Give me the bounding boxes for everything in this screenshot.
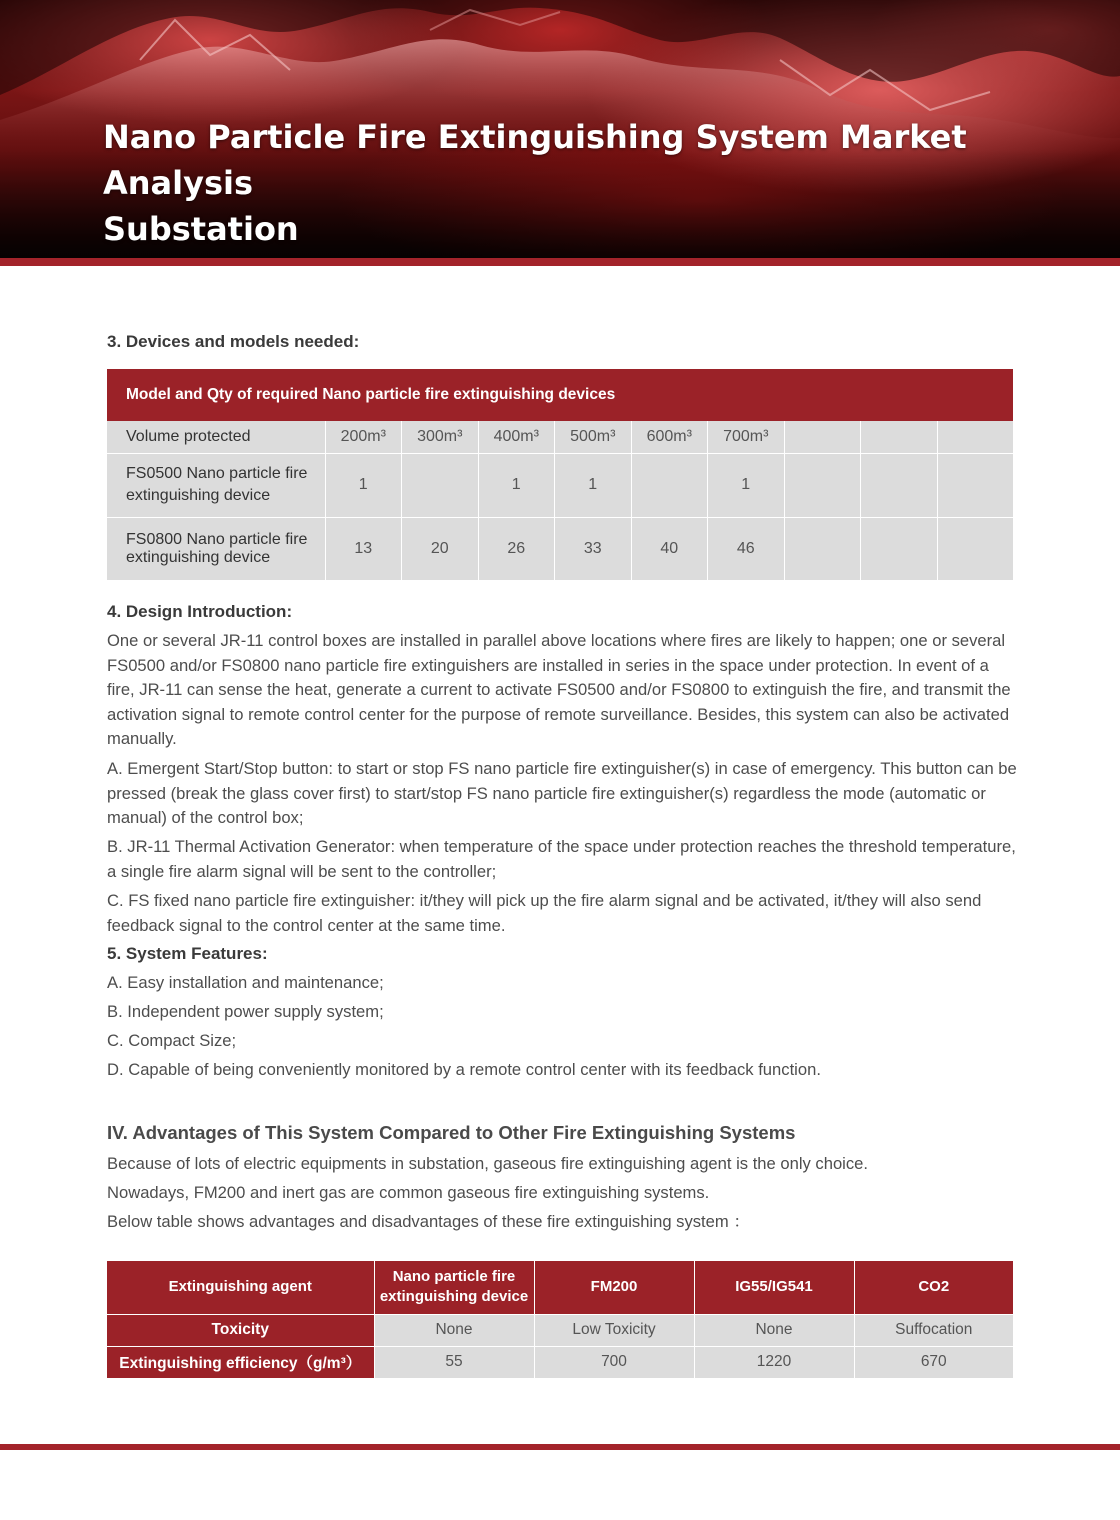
table-cell: 700	[534, 1346, 694, 1378]
footer-divider	[0, 1444, 1120, 1450]
table-row	[107, 1346, 1013, 1378]
table-cell: 1	[708, 453, 785, 517]
table-cell: 500m³	[555, 421, 632, 453]
table-cell: Suffocation	[854, 1314, 1013, 1346]
table-cell: 55	[374, 1346, 534, 1378]
table-cell: 40	[631, 517, 708, 580]
column-header: IG55/IG541	[694, 1261, 854, 1314]
column-header: Nano particle fire extinguishing device	[374, 1261, 534, 1314]
table-cell: None	[374, 1314, 534, 1346]
design-intro-paragraph: One or several JR-11 control boxes are installed in parallel above locations where fires are likely to happen; one or several FS0500 and/or FS0800 nano particle fire extinguishers are installed in series in the space under protection. In event of a fire, JR-11 can sense the heat, generate a current to activate FS0500 and/or FS0800 to extinguish the fire, and transmit the activation signal to remote control center for the purpose of remote surveillance. Besides, this system can also be activated manually.	[107, 631, 1011, 749]
table-cell: 46	[708, 517, 785, 580]
table-cell: 300m³	[402, 421, 479, 453]
table-cell	[784, 421, 861, 453]
page-title	[103, 114, 1083, 252]
table-row	[107, 453, 1013, 517]
section-iv-line: Nowadays, FM200 and inert gas are common gaseous fire extinguishing systems.	[107, 1183, 710, 1202]
table-row	[107, 421, 1013, 453]
table-cell: 600m³	[631, 421, 708, 453]
table-cell	[784, 517, 861, 580]
section-iv-heading: IV. Advantages of This System Compared to Other Fire Extinguishing Systems	[107, 1122, 796, 1143]
page-title-line1: Nano Particle Fire Extinguishing System Market Analysis	[103, 118, 967, 202]
table-cell: 670	[854, 1346, 1013, 1378]
column-header: CO2	[854, 1261, 1013, 1314]
design-item-c: C. FS fixed nano particle fire extinguisher: it/they will pick up the fire alarm signal and be activated, it/they will also send feedback signal to the control center at the same time.	[107, 891, 982, 935]
table-cell	[631, 453, 708, 517]
table-cell: 1	[325, 453, 402, 517]
page-title-line2: Substation	[103, 210, 299, 248]
table-cell: 26	[478, 517, 555, 580]
table-cell	[937, 453, 1013, 517]
table-cell: 33	[555, 517, 632, 580]
table-cell: Low Toxicity	[534, 1314, 694, 1346]
table-row	[107, 1314, 1013, 1346]
table-cell: 20	[402, 517, 479, 580]
row-label: FS0500 Nano particle fire extinguishing device	[107, 453, 325, 517]
table-cell: 700m³	[708, 421, 785, 453]
row-label: Toxicity	[107, 1314, 374, 1346]
column-header: Extinguishing agent	[107, 1261, 374, 1314]
design-item-a: A. Emergent Start/Stop button: to start or stop FS nano particle fire extinguisher(s) in case of emergency. This button can be pressed (break the glass cover first) to start/stop FS nano particle fire extinguisher(s) regardless the mode (automatic or manual) of the control box;	[107, 759, 1017, 828]
section-iv-line: Because of lots of electric equipments in substation, gaseous fire extinguishing agent is the only choice.	[107, 1154, 868, 1173]
table-cell: 400m³	[478, 421, 555, 453]
row-label: Extinguishing efficiency（g/m³）	[107, 1346, 374, 1378]
table-cell: 1	[478, 453, 555, 517]
table-cell: None	[694, 1314, 854, 1346]
table-cell: 1220	[694, 1346, 854, 1378]
feature-item: A. Easy installation and maintenance;	[107, 973, 384, 992]
section-3-heading: 3. Devices and models needed:	[107, 332, 360, 351]
header-divider	[0, 258, 1120, 266]
section-5-heading: 5. System Features:	[107, 944, 268, 963]
section-iv-line: Below table shows advantages and disadvantages of these fire extinguishing system ：	[107, 1212, 750, 1231]
header-banner	[0, 0, 1120, 258]
section-4-heading: 4. Design Introduction:	[107, 602, 293, 621]
table-cell	[861, 517, 938, 580]
feature-item: D. Capable of being conveniently monitored by a remote control center with its feedback function.	[107, 1060, 821, 1079]
feature-item: B. Independent power supply system;	[107, 1002, 384, 1021]
design-item-b: B. JR-11 Thermal Activation Generator: when temperature of the space under protection reaches the threshold temperature, a single fire alarm signal will be sent to the controller;	[107, 837, 1016, 881]
table-cell	[861, 421, 938, 453]
table-cell: 13	[325, 517, 402, 580]
table-cell	[402, 453, 479, 517]
table-cell: 200m³	[325, 421, 402, 453]
table-cell: 1	[555, 453, 632, 517]
comparison-table	[107, 1261, 1013, 1378]
row-label: FS0800 Nano particle fire extinguishing device	[107, 517, 325, 580]
table-cell	[784, 453, 861, 517]
devices-table-caption: Model and Qty of required Nano particle fire extinguishing devices	[107, 369, 1013, 421]
column-header: FM200	[534, 1261, 694, 1314]
row-label: Volume protected	[107, 421, 325, 453]
devices-table	[107, 369, 1013, 581]
table-row	[107, 517, 1013, 580]
table-cell	[937, 421, 1013, 453]
table-header-row	[107, 1261, 1013, 1314]
feature-item: C. Compact Size;	[107, 1031, 237, 1050]
table-cell	[861, 453, 938, 517]
table-cell	[937, 517, 1013, 580]
